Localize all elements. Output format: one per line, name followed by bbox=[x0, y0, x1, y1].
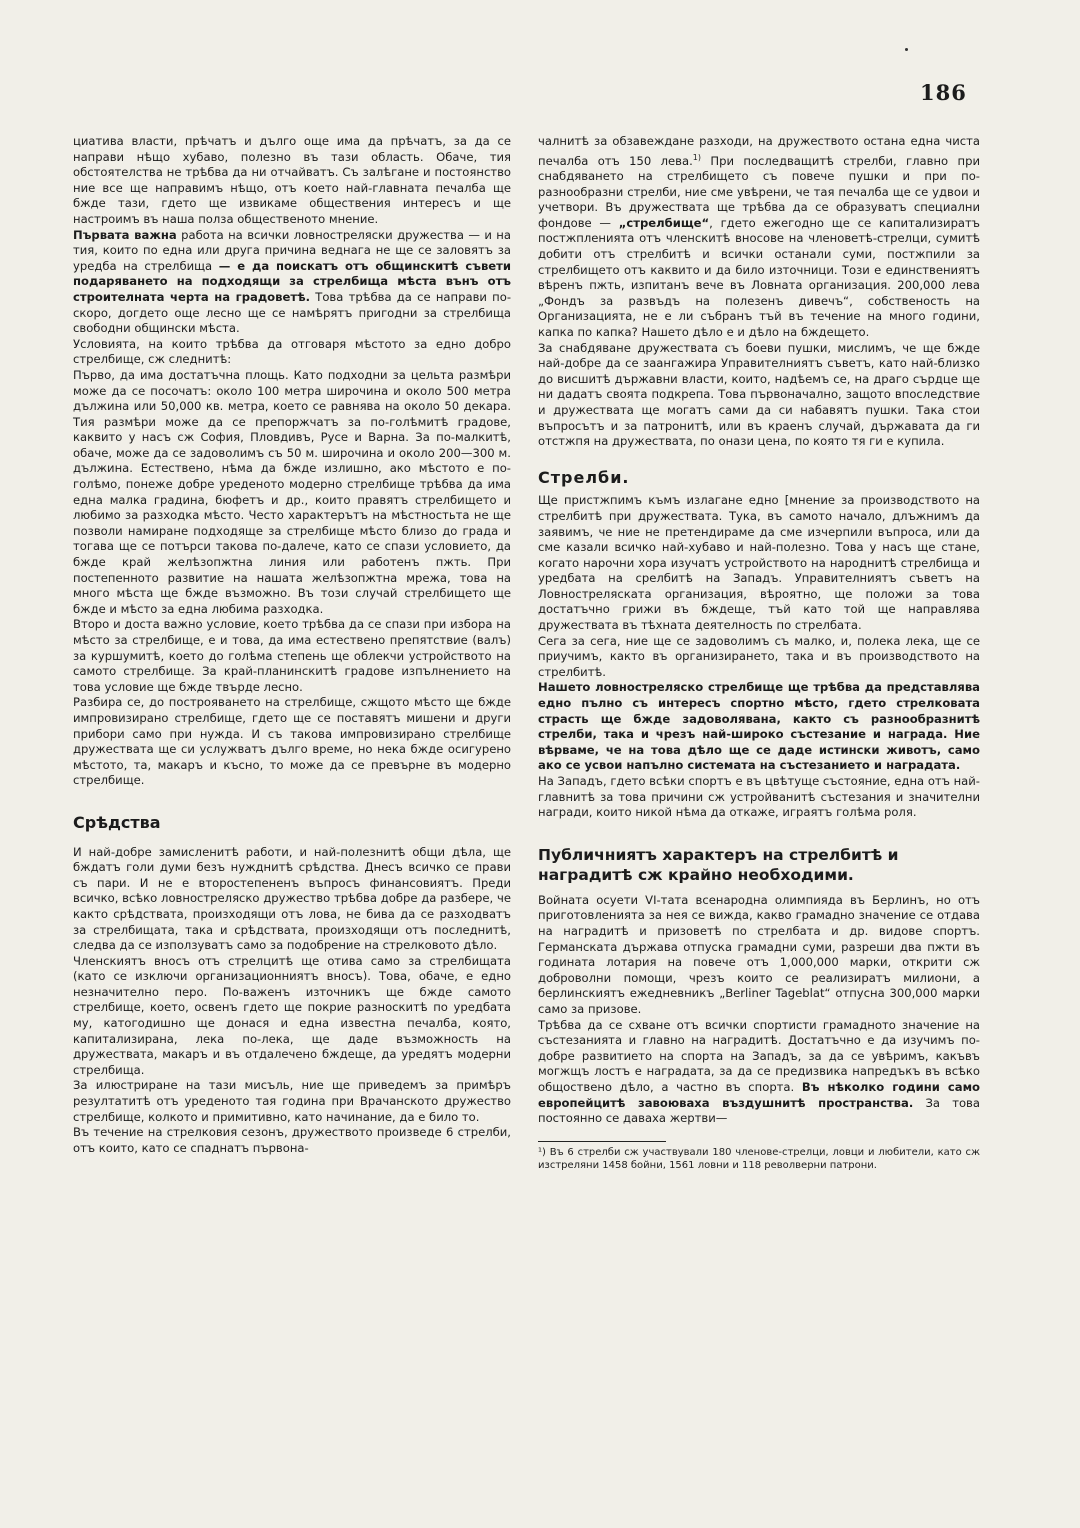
footnote-ref: 1) bbox=[692, 152, 701, 162]
paragraph: Въ течение на стрелковия сезонъ, дружеството произведе 6 стрелби, отъ които, като се спаднатъ първона- bbox=[73, 1125, 511, 1155]
paragraph: И най-добре замисленитѣ работи, и най-полезнитѣ общи дѣла, ще бждатъ голи думи безъ нужднитѣ срѣдства. Днесъ всичко се прави съ пари. И не е второстепененъ въпросъ финансовиятъ. Преди всичко, всѣко ловностреляско дружество трѣбва добре да разбере, че както срѣдствата, произходящи отъ лова, не бива да се разходватъ за стрелбищата, така и срѣдствата, произходящи отъ последнитѣ, следва да се използуватъ само за подобрение на стрелковото дѣло. bbox=[73, 844, 511, 953]
left-column bbox=[73, 134, 511, 1156]
bold-text: Въ нѣколко години само европейцитѣ завоюваха въздушнитѣ пространства. bbox=[538, 1079, 981, 1110]
paragraph: На Западъ, гдето всѣки спортъ е въ цвѣтуще състояние, една отъ най-главнитѣ за това причини сж устройванитѣ състезания и значителни награди, които никой нѣма да откаже, играятъ голѣма роля. bbox=[538, 774, 980, 820]
paragraph: За илюстриране на тази мисъль, ние ще приведемъ за примѣръ резултатитѣ отъ уреденото тая година при Врачанското дружество стрелбище, колкото и примитивно, като начинание, да е било то. bbox=[73, 1078, 511, 1124]
text: Трѣбва да се схване отъ всички спортисти грамадното значение на състезанията и главно на наградитѣ. Достатъчно е да изучимъ по-добре развитието на спорта на Западъ, за да се увѣримъ, какъвъ могжщъ лостъ е наградата, за да се предизвика напредъкъ въ всѣко общоствено дѣло, а частно въ спорта. bbox=[538, 1017, 980, 1094]
paragraph: циатива власти, прѣчатъ и дълго още има да прѣчатъ, за да се направи нѣщо хубаво, полезно въ тази область. Обаче, тия обстоятелства не трѣбва да ни отчайватъ. Съ залѣгане и постоянство ние все ще направимъ нѣщо, отъ което най-главната печалба ще бжде тази, гдето ще извикаме обществения интересъ и ще настроимъ въ наша полза общественото мнение. bbox=[73, 134, 511, 226]
paragraph: За снабдяване дружествата съ боеви пушки, мислимъ, че ще бжде най-добре да се заангажира Управителниятъ съветъ, като най-близко до висшитѣ държавни власти, които, надѣемъ се, на драго сърдце ще ни дадатъ своята подкрепа. Това първоначално, защото впоследствие и дружествата ще могатъ сами да си набавятъ пушки. Така стои въпросътъ и за патронитѣ, или въ краенъ случай, държавата да ги отстжпя на дружествата, по онази цена, по която тя ги е купила. bbox=[538, 340, 980, 449]
bold-text: „стрелбище“ bbox=[618, 215, 710, 230]
paragraph bbox=[73, 228, 511, 337]
paragraph: Членскиятъ вносъ отъ стрелцитѣ ще отива само за стрелбищата (като се изключи организационниятъ вносъ). Това, обаче, е едно незначително перо. По-важенъ източникъ ще бжде самото стрелбище, което, освенъ гдето ще покрие разноскитѣ по уредбата му, катогодишно ще донася и една известна печалба, която, капитализирана, лека по-лека, ще даде възможность на дружествата, макаръ и въ отдалечено бждеще, да уредятъ модерни стрелбища. bbox=[73, 953, 511, 1077]
footnote-divider bbox=[538, 1141, 666, 1142]
paragraph bbox=[538, 1018, 980, 1127]
text: работа на всички ловностреляски дружества — и на тия, които по една или друга причина веднага не ще се заловятъ за уредба на стрелбища bbox=[73, 227, 511, 273]
footnote: ¹) Въ 6 стрелби сж участвували 180 членове-стрелци, ловци и любители, като сж изстреляни 1458 бойни, 1561 ловни и 118 револверни патрони. bbox=[538, 1146, 980, 1172]
text: При последващитѣ стрелби, главно при снабдяването на стрелбището съ повече пушки и при по-разнообразни стрелби, ние сме увѣрени, че тая печалба ще се удвои и учетвори. Въ дружествата ще трѣбва да се образуватъ специални фондове — bbox=[538, 153, 980, 230]
text: Това трѣбва да се направи по-скоро, догдето още лесно ще се намѣрятъ пригодни за стрелбища свободни общински мѣста. bbox=[73, 289, 512, 336]
bold-text: Първата важна bbox=[73, 227, 177, 242]
section-heading: Срѣдства bbox=[73, 812, 161, 832]
section-heading: Стрелби. bbox=[538, 467, 630, 487]
paragraph: Условията, на които трѣбва да отговаря мѣстото за едно добро стрелбище, сж следнитѣ: bbox=[73, 336, 511, 367]
page-number: 186 bbox=[920, 80, 967, 105]
bold-paragraph: Нашето ловностреляско стрелбище ще трѣбва да представлява едно пълно съ интересъ спортно мѣсто, гдето стрелковата страсть ще бжде задоволявана, както съ разнообразнитѣ стрелби, така и чрезъ най-широко състезание и награда. Ние вѣрваме, че на това дѣло ще се даде истински животъ, само ако се усвои напълно системата на състезанието и наградата. bbox=[538, 680, 980, 773]
speck bbox=[905, 48, 908, 51]
right-column bbox=[538, 134, 980, 1173]
text: , гдето ежегодно ще се капитализиратъ постжпленията отъ членскитѣ вносове на членоветѣ-стрелци, сумитѣ добити отъ стрелбитѣ и всички останали суми, постжпили за стрелбището отъ каквито и да било източници. Този е единствениятъ вѣренъ пжть, изпитанъ вече въ Ловната организация. 200,000 лева „Фондъ за развъдъ на полезенъ дивечъ“, собственость на Организацията, не е ли събранъ тъй въ течение на много години, капка по капка? Нашето дѣло е и дѣло на бждещето. bbox=[538, 215, 980, 339]
paragraph: Сега за сега, ние ще се задоволимъ съ малко, и, полека лека, ще се приучимъ, както въ организирането, така и въ производството на стрелбитѣ. bbox=[538, 633, 980, 679]
paragraph: Войната осуети VI-тата всенародна олимпияда въ Берлинъ, но отъ приготовленията за нея се вижда, какво грамадно значение се отдава на наградитѣ и призоветѣ по стрелбата и др. видове спортъ. Германската държава отпуска грамадни суми, разреши два пжти въ годината лотария на повече отъ 1,000,000 марки, открити сж доброволни помощи, чрезъ които се реализиратъ милиони, а берлинскиятъ ежедневникъ „Berliner Tageblat“ отпусна 300,000 марки само за призове. bbox=[538, 892, 980, 1016]
section-heading: Публичниятъ характеръ на стрелбитѣ и наградитѣ сж крайно необходими. bbox=[538, 845, 899, 884]
paragraph bbox=[538, 134, 980, 341]
paragraph: Първо, да има достатъчна площь. Като подходни за цельта размѣри може да се посочатъ: около 100 метра широчина и около 500 метра дължина или 50,000 кв. метра, което се равнява на около 50 декара. Тия размѣри може да се препоржчатъ за по-голѣмитѣ градове, каквито у насъ сж София, Пловдивъ, Русе и Варна. За по-малкитѣ, обаче, може да се задоволимъ съ 50 м. широчина и около 200—300 м. дължина. Естествено, нѣма да бжде излишно, ако мѣстото е по-голѣмо, понеже добре уреденото модерно стрелбище трѣбва да има една малка градина, бюфетъ и др., които правятъ стрелбището и любимо за разходка мѣсто. Често характерътъ на мѣстностьта не ще позволи намиране подходяще за стрелбище мѣсто близо до града и тогава ще се потърси такова по-далече, като се спази условието, да бжде край желѣзопжтна линия или работенъ пжть. При постепенното развитие на нашата желѣзопжтна мрежа, това на много мѣста ще бжде възможно. Въ този случай стрелбището ще бжде и мѣсто за една любима разходка. bbox=[73, 367, 511, 616]
paragraph: Ще пристжпимъ къмъ излагане едно [мнение за производството на стрелбитѣ при дружествата. Тука, въ самото начало, длъжнимъ да заявимъ, че ние не претендираме да сме изчерпили въпроса, или да сме казали всичко най-хубаво и най-полезно. Това у насъ ще стане, когато нарочни хора изучатъ устройството на народнитѣ стрелбища и уредбата на срелбитѣ на Западъ. Управителниятъ съветъ на Ловностреляската организация, вѣроятно, ще положи за това достатъчно грижи въ бждеще, тъй като той ще направлява дружествата въ тѣхната деятелность по стрелбата. bbox=[538, 493, 980, 633]
paragraph: Разбира се, до построяването на стрелбище, сжщото мѣсто ще бжде импровизирано стрелбище, гдето ще се поставятъ мишени и други прибори само при нужда. И съ такова импровизирано стрелбище дружествата ще си услужватъ дълго време, но нека бжде осигурено мѣстото, та, макаръ и късно, то може да се превърне въ модерно стрелбище. bbox=[73, 695, 511, 788]
bold-text: — е да поискатъ отъ общинскитѣ съвети подаряването на подходящи за стрелбища мѣста вънъ отъ строителната черта на градоветѣ. bbox=[73, 258, 511, 304]
paragraph: Второ и доста важно условие, което трѣбва да се спази при избора на мѣсто за стрелбище, е и това, да има естествено препятствие (валъ) за куршумитѣ, което до голѣма степень ще облекчи устройството на самото стрелбище. За край-планинскитѣ градове изпълнението на това условие ще бжде твърде лесно. bbox=[73, 617, 511, 694]
text: чалнитѣ за обзавеждане разходи, на дружеството остана една чиста печалба отъ 150 лева. bbox=[538, 134, 980, 168]
text: За това постоянно се даваха жертви— bbox=[538, 1095, 980, 1126]
